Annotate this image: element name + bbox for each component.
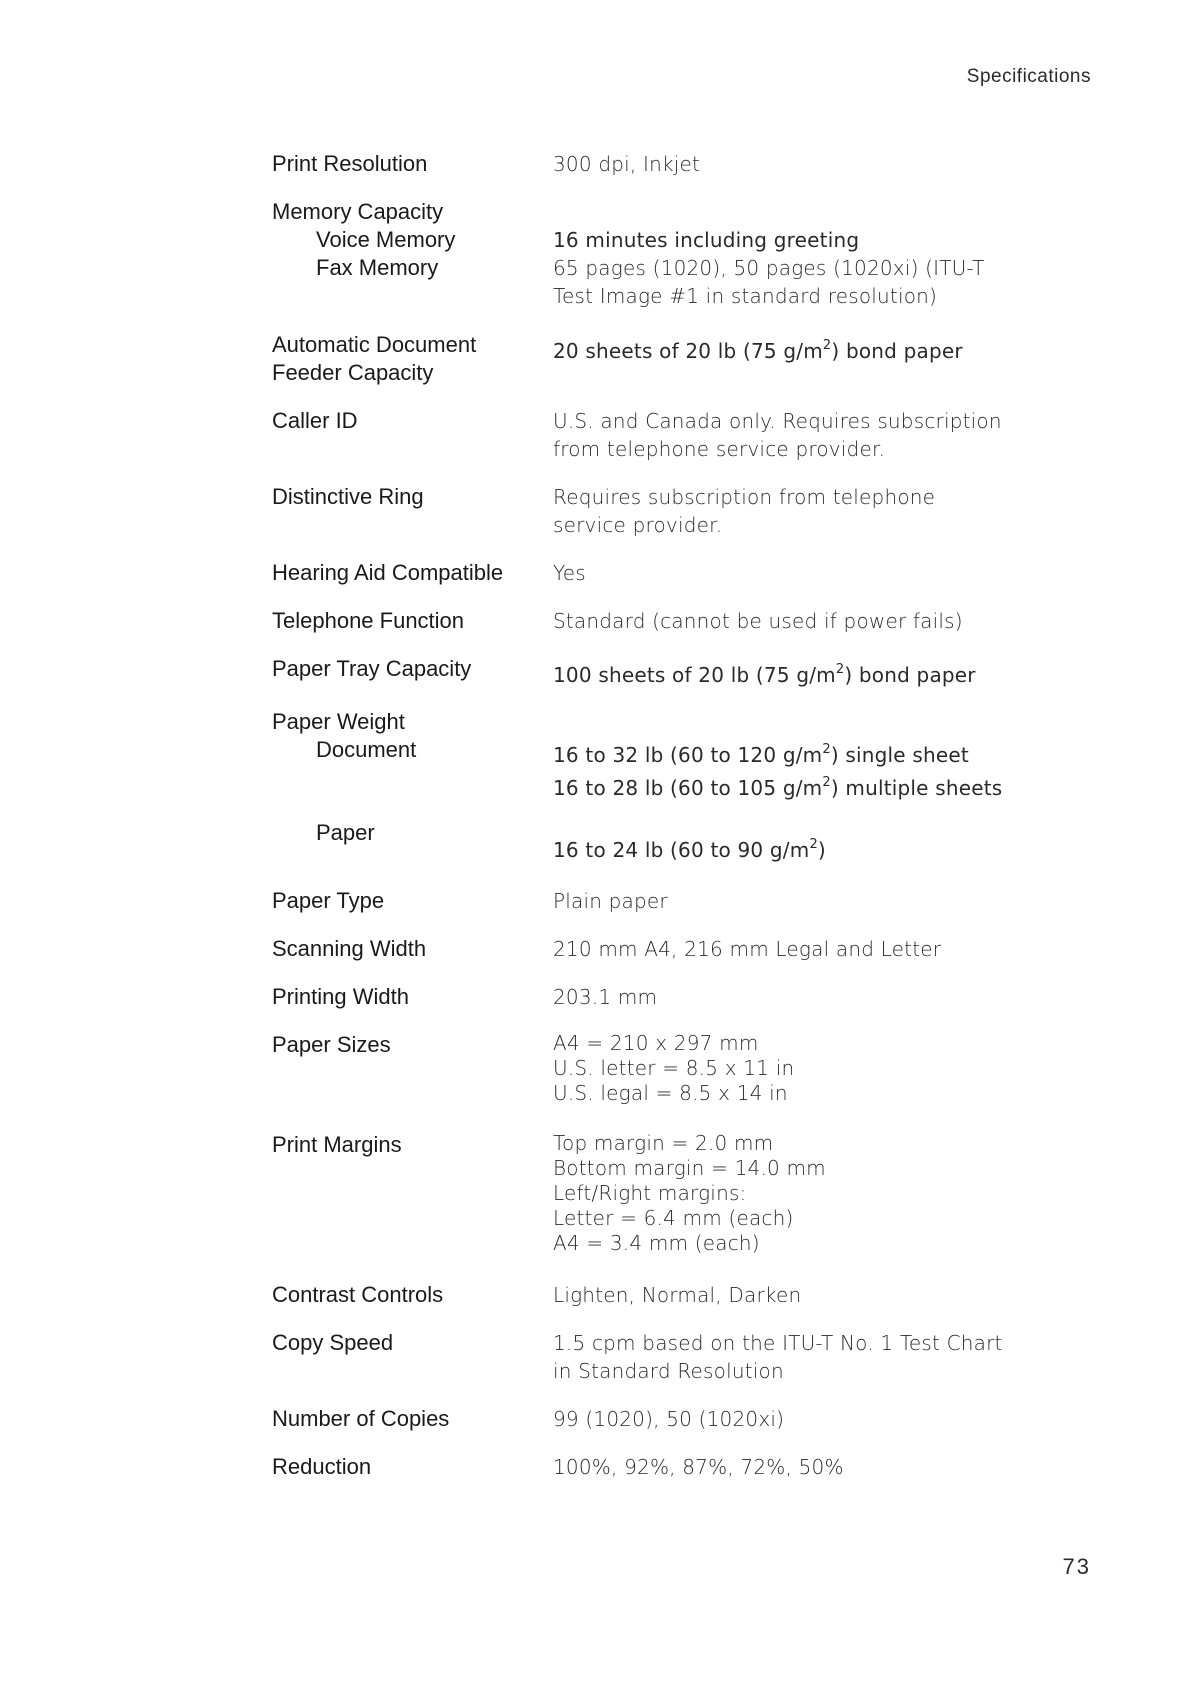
spec-label: Contrast Controls <box>272 1282 444 1307</box>
spec-value: Standard (cannot be used if power fails) <box>553 609 963 633</box>
spec-label: Paper Tray Capacity <box>272 656 472 681</box>
superscript: 2 <box>822 775 831 790</box>
value-text: ) single sheet <box>830 743 969 767</box>
spec-value: U.S. and Canada only. Requires subscription from telephone service provider. <box>553 409 1002 461</box>
spec-label: Print Resolution <box>272 151 428 176</box>
spec-label: Reduction <box>272 1454 372 1479</box>
spec-label <box>272 331 532 387</box>
value-text: 16 to 24 lb (60 to 90 g/m <box>553 838 810 862</box>
value-text: 16 to 28 lb (60 to 105 g/m <box>553 776 823 800</box>
value-text: ) multiple sheets <box>830 776 1003 800</box>
spec-label-line: Automatic Document <box>272 332 477 357</box>
spec-sublabel-paper: Paper <box>316 820 375 845</box>
spec-sublabel-voice-memory: Voice Memory <box>316 227 456 252</box>
section-header: Specifications <box>966 66 1091 87</box>
spec-value <box>553 1131 1023 1256</box>
superscript: 2 <box>822 338 832 353</box>
spec-label: Copy Speed <box>272 1330 394 1355</box>
spec-value-line: U.S. letter = 8.5 x 11 in <box>553 1056 795 1080</box>
spec-sublabel-fax-memory: Fax Memory <box>316 255 439 280</box>
spec-value: 99 (1020), 50 (1020xi) <box>553 1407 785 1431</box>
page-number: 73 <box>1062 1554 1091 1579</box>
spec-value: Lighten, Normal, Darken <box>553 1283 802 1307</box>
spec-value-document-single <box>553 741 969 769</box>
value-text: 100 sheets of 20 lb (75 g/m <box>553 663 836 687</box>
value-text: ) <box>817 838 826 862</box>
spec-label: Caller ID <box>272 408 358 433</box>
spec-label: Paper Type <box>272 888 385 913</box>
spec-label: Scanning Width <box>272 936 427 961</box>
superscript: 2 <box>835 662 845 677</box>
spec-value-paper <box>553 836 826 864</box>
spec-label-line: Feeder Capacity <box>272 360 434 385</box>
spec-sublabel-document: Document <box>316 737 417 762</box>
spec-value: 300 dpi, Inkjet <box>553 152 701 176</box>
spec-value <box>553 661 976 689</box>
spec-value: Yes <box>553 561 586 585</box>
value-text: 16 to 32 lb (60 to 120 g/m <box>553 743 823 767</box>
value-text: ) bond paper <box>831 339 963 363</box>
spec-value-line: Bottom margin = 14.0 mm <box>553 1156 826 1180</box>
spec-label: Memory Capacity <box>272 199 444 224</box>
spec-label: Distinctive Ring <box>272 484 424 509</box>
superscript: 2 <box>809 837 818 852</box>
spec-value: Plain paper <box>553 889 668 913</box>
spec-value-line: A4 = 210 x 297 mm <box>553 1031 759 1055</box>
spec-value-fax-memory: 65 pages (1020), 50 pages (1020xi) (ITU-T Test Image #1 in standard resolution) <box>553 256 985 308</box>
spec-value-voice-memory: 16 minutes including greeting <box>553 228 860 252</box>
spec-value-line: Letter = 6.4 mm (each) <box>553 1206 794 1230</box>
superscript: 2 <box>822 742 831 757</box>
spec-value <box>553 1031 1023 1106</box>
spec-value: 210 mm A4, 216 mm Legal and Letter <box>553 937 942 961</box>
spec-label: Hearing Aid Compatible <box>272 560 504 585</box>
spec-value-line: U.S. legal = 8.5 x 14 in <box>553 1081 788 1105</box>
spec-label: Number of Copies <box>272 1406 450 1431</box>
spec-label: Paper Weight <box>272 709 405 734</box>
spec-value <box>553 337 963 365</box>
spec-value-line: Top margin = 2.0 mm <box>553 1131 774 1155</box>
spec-label: Printing Width <box>272 984 409 1009</box>
spec-value-line: Left/Right margins: <box>553 1181 747 1205</box>
spec-value-line: A4 = 3.4 mm (each) <box>553 1231 760 1255</box>
value-text: 20 sheets of 20 lb (75 g/m <box>553 339 823 363</box>
value-text: ) bond paper <box>844 663 976 687</box>
spec-value: 203.1 mm <box>553 985 658 1009</box>
spec-value: 1.5 cpm based on the ITU-T No. 1 Test Chart in Standard Resolution <box>553 1331 1003 1383</box>
spec-label: Telephone Function <box>272 608 465 633</box>
spec-label: Paper Sizes <box>272 1032 391 1057</box>
spec-value-document-multiple <box>553 774 1002 802</box>
spec-label: Print Margins <box>272 1132 402 1157</box>
spec-value: Requires subscription from telephone service provider. <box>553 485 936 537</box>
spec-value: 100%, 92%, 87%, 72%, 50% <box>553 1455 844 1479</box>
